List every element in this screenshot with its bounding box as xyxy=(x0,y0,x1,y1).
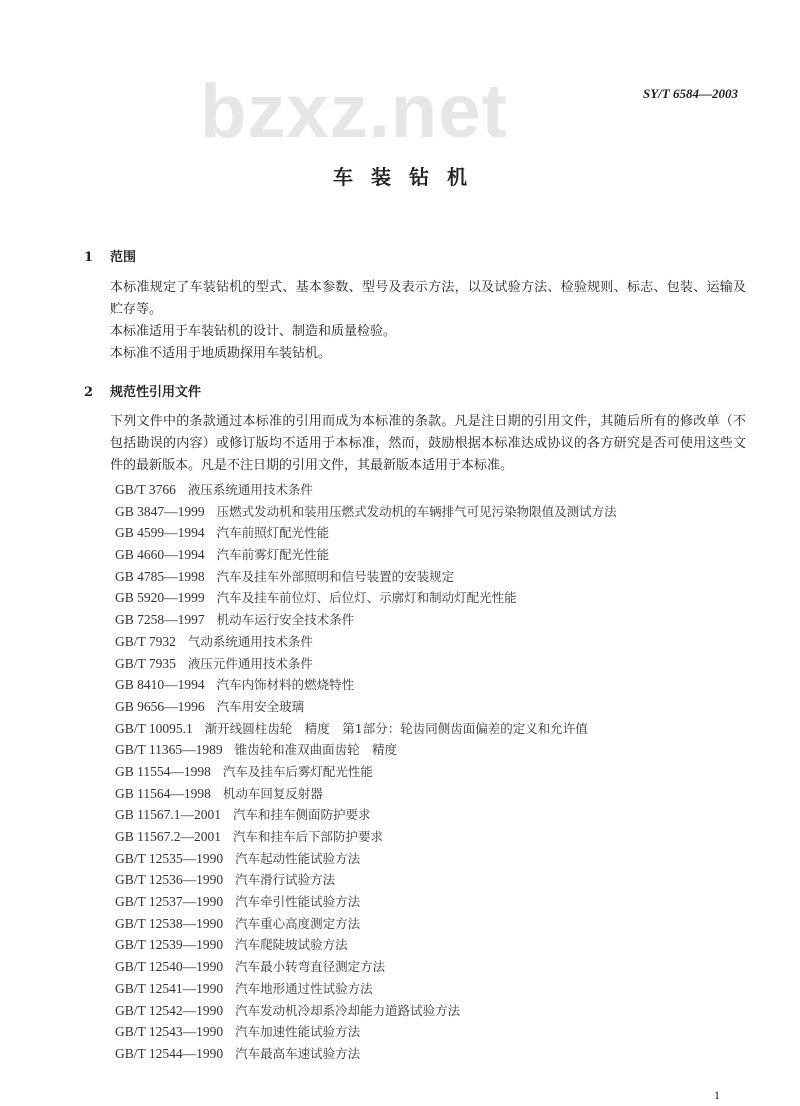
document-title: 车装钻机 xyxy=(333,165,485,189)
reference-code: GB/T 12535—1990 xyxy=(115,850,224,866)
reference-item xyxy=(115,479,617,501)
reference-item xyxy=(115,609,617,631)
reference-item xyxy=(115,934,617,956)
reference-item xyxy=(115,631,617,653)
reference-title: 渐开线圆柱齿轮 精度 第1部分：轮齿同侧齿面偏差的定义和允许值 xyxy=(204,720,588,736)
reference-item xyxy=(115,826,617,848)
reference-code: GB 4785—1998 xyxy=(115,568,205,584)
reference-code: GB/T 12536—1990 xyxy=(115,872,224,888)
reference-item xyxy=(115,501,617,523)
reference-item xyxy=(115,804,617,826)
section-number: 1 xyxy=(84,250,94,265)
reference-code: GB/T 7935 xyxy=(115,655,176,671)
section-title: 范围 xyxy=(110,250,137,265)
section-title: 规范性引用文件 xyxy=(110,385,202,400)
reference-title: 汽车牵引性能试验方法 xyxy=(235,894,361,910)
reference-title: 压燃式发动机和装用压燃式发动机的车辆排气可见污染物限值及测试方法 xyxy=(216,503,617,519)
reference-item xyxy=(115,696,617,718)
reference-item xyxy=(115,913,617,935)
paragraph: 本标准规定了车装钻机的型式、基本参数、型号及表示方法，以及试验方法、检验规则、标志、包装、运输及贮存等。 xyxy=(110,280,746,317)
reference-title: 汽车前雾灯配光性能 xyxy=(216,547,330,563)
reference-code: GB/T 3766 xyxy=(115,482,176,497)
reference-code: GB 8410—1994 xyxy=(115,677,205,693)
reference-title: 锥齿轮和准双曲面齿轮 精度 xyxy=(234,742,398,758)
reference-title: 液压系统通用技术条件 xyxy=(187,482,313,497)
reference-title: 汽车和挂车侧面防护要求 xyxy=(233,807,371,823)
reference-item xyxy=(115,891,617,913)
reference-code: GB/T 11365—1989 xyxy=(115,742,223,758)
reference-item xyxy=(115,1043,617,1065)
reference-code: GB/T 12544—1990 xyxy=(115,1045,224,1061)
paragraph: 本标准适用于车装钻机的设计、制造和质量检验。 xyxy=(110,324,397,339)
reference-code: GB 11567.1—2001 xyxy=(115,807,222,823)
paragraph: 本标准不适用于地质勘探用车装钻机。 xyxy=(110,346,332,361)
reference-code: GB 11564—1998 xyxy=(115,785,211,801)
reference-title: 汽车发动机冷却系冷却能力道路试验方法 xyxy=(235,1002,461,1018)
reference-title: 汽车及挂车前位灯、后位灯、示廓灯和制动灯配光性能 xyxy=(216,590,517,606)
paragraph: 下列文件中的条款通过本标准的引用而成为本标准的条款。凡是注日期的引用文件，其随后所有的修改单（不包括勘误的内容）或修订版均不适用于本标准，然而，鼓励根据本标准达成协议的各方研究是否可使用这些文件的最新版本。凡是不注日期的引用文件，其最新版本适用于本标准。 xyxy=(110,414,746,473)
watermark: bzxz.net xyxy=(200,69,508,154)
reference-code: GB 11567.2—2001 xyxy=(115,829,222,844)
reference-item xyxy=(115,1000,617,1022)
reference-code: GB/T 12540—1990 xyxy=(115,959,224,975)
reference-code: GB/T 12543—1990 xyxy=(115,1024,224,1040)
reference-title: 液压元件通用技术条件 xyxy=(187,655,313,671)
reference-title: 汽车前照灯配光性能 xyxy=(216,525,330,541)
reference-code: GB/T 12538—1990 xyxy=(115,915,224,931)
reference-title: 机动车运行安全技术条件 xyxy=(216,612,355,628)
reference-code: GB/T 12539—1990 xyxy=(115,937,224,953)
reference-item xyxy=(115,848,617,870)
page-number: 1 xyxy=(714,1088,720,1102)
reference-title: 汽车重心高度测定方法 xyxy=(235,915,361,931)
reference-title: 汽车和挂车后下部防护要求 xyxy=(233,829,384,844)
reference-code: GB/T 7932 xyxy=(115,633,176,649)
reference-title: 汽车加速性能试验方法 xyxy=(235,1024,361,1040)
reference-title: 汽车内饰材料的燃烧特性 xyxy=(216,677,355,693)
reference-item xyxy=(115,522,617,544)
section-2-intro xyxy=(84,411,746,477)
reference-code: GB 9656—1996 xyxy=(115,698,205,714)
reference-code: GB 7258—1997 xyxy=(115,612,205,628)
reference-title: 汽车最小转弯直径测定方法 xyxy=(235,959,386,975)
reference-code: GB/T 12542—1990 xyxy=(115,1002,224,1018)
section-1-heading xyxy=(84,249,136,267)
reference-list xyxy=(115,479,617,1065)
reference-title: 汽车及挂车后雾灯配光性能 xyxy=(222,763,373,779)
reference-code: GB 11554—1998 xyxy=(115,763,211,779)
reference-item xyxy=(115,761,617,783)
reference-item xyxy=(115,653,617,675)
reference-item xyxy=(115,739,617,761)
reference-title: 汽车及挂车外部照明和信号装置的安装规定 xyxy=(216,568,455,584)
reference-item xyxy=(115,544,617,566)
reference-code: GB/T 12537—1990 xyxy=(115,894,224,910)
reference-title: 机动车回复反射器 xyxy=(222,785,323,801)
reference-item xyxy=(115,956,617,978)
reference-item xyxy=(115,566,617,588)
reference-title: 汽车地形通过性试验方法 xyxy=(235,980,373,996)
reference-code: GB 4660—1994 xyxy=(115,547,205,563)
reference-code: GB 5920—1999 xyxy=(115,590,205,606)
section-1-body xyxy=(84,277,746,365)
reference-title: 汽车爬陡坡试验方法 xyxy=(235,937,348,953)
reference-item xyxy=(115,783,617,805)
reference-code: GB/T 10095.1 xyxy=(115,720,193,736)
reference-title: 汽车起动性能试验方法 xyxy=(235,850,361,866)
section-2-heading xyxy=(84,384,201,402)
reference-item xyxy=(115,674,617,696)
reference-item xyxy=(115,587,617,609)
reference-title: 汽车滑行试验方法 xyxy=(235,872,336,888)
reference-item xyxy=(115,978,617,1000)
reference-code: GB/T 12541—1990 xyxy=(115,980,224,996)
reference-title: 汽车最高车速试验方法 xyxy=(235,1045,361,1061)
reference-code: GB 3847—1999 xyxy=(115,503,205,519)
standard-code: SY/T 6584—2003 xyxy=(643,86,738,101)
reference-item xyxy=(115,869,617,891)
reference-item xyxy=(115,1021,617,1043)
reference-code: GB 4599—1994 xyxy=(115,525,205,541)
reference-title: 气动系统通用技术条件 xyxy=(187,633,313,649)
section-number: 2 xyxy=(84,385,94,400)
reference-item xyxy=(115,718,617,740)
reference-title: 汽车用安全玻璃 xyxy=(216,698,305,714)
